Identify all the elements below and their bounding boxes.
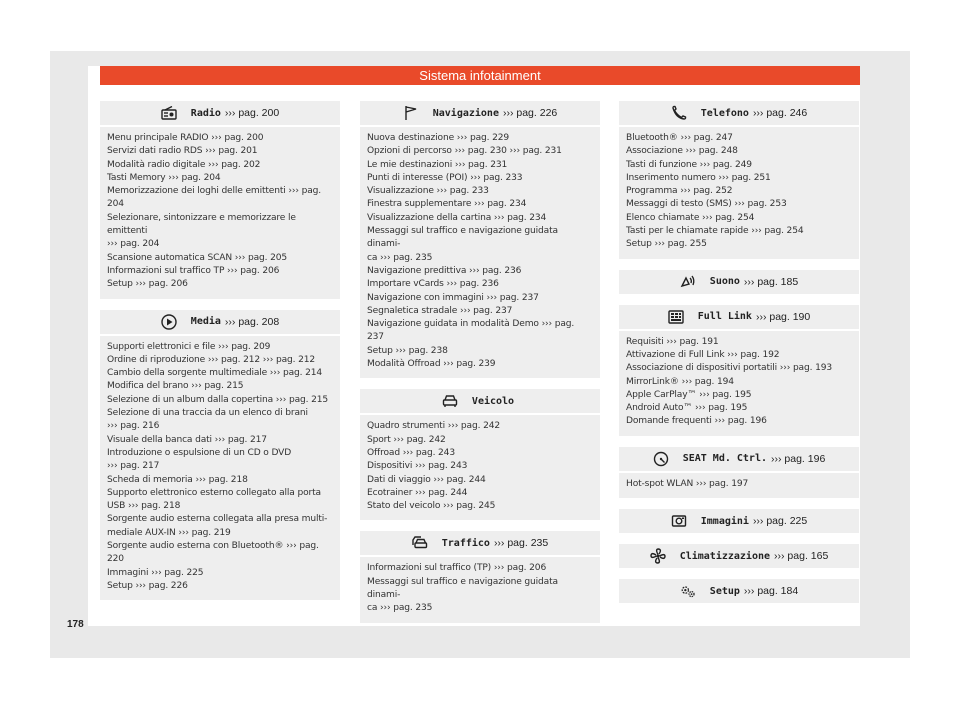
section-suono <box>619 270 859 294</box>
section-header <box>360 389 600 413</box>
section-ref: ››› pag. 226 <box>502 107 558 119</box>
section-ref: ››› pag. 225 <box>752 515 808 528</box>
section-ref: ››› pag. 196 <box>771 452 826 465</box>
image-icon <box>671 513 687 529</box>
section-header <box>619 305 859 329</box>
section-name: Immagini <box>700 515 749 527</box>
section-name: Setup <box>709 585 740 597</box>
section-name: Navigazione <box>432 107 499 119</box>
page-number: 178 <box>67 619 84 630</box>
section-name: Radio <box>190 107 221 119</box>
section-navigazione <box>360 101 600 378</box>
gear-icon <box>680 583 696 599</box>
section-ref: ››› pag. 200 <box>224 107 280 119</box>
section-ref: ››› pag. 165 <box>774 550 829 563</box>
section-items: Bluetooth® ››› pag. 247 Associazione ››› pag. 248 Tasti di funzione ››› pag. 249 Inserimento numero ››› pag. 251 Programma ››› pag. 252 Messaggi di testo (SMS) ››› pag. 253 Elenco chiamate ››› pag. 254 Tasti per le chiamate rapide ››› pag. 254 Setup ››› pag. 255 <box>626 133 804 250</box>
section-setup <box>619 579 859 603</box>
section-name: Veicolo <box>471 395 515 407</box>
section-header <box>360 101 600 125</box>
section-name: Suono <box>709 276 740 288</box>
section-ref: ››› pag. 246 <box>752 107 808 119</box>
section-radio <box>100 101 340 299</box>
column-1 <box>100 101 340 611</box>
play-icon <box>161 314 177 330</box>
gauge-icon <box>653 451 669 467</box>
section-header <box>360 531 600 555</box>
section-immagini <box>619 509 859 533</box>
section-media <box>100 310 340 601</box>
section-ref: ››› pag. 190 <box>755 310 811 323</box>
car-icon <box>442 393 458 409</box>
section-name: Telefono <box>700 107 749 119</box>
section-ref: ››› pag. 185 <box>743 275 799 288</box>
section-banner: Sistema infotainment <box>100 66 860 85</box>
section-full-link <box>619 305 859 436</box>
section-veicolo <box>360 389 600 520</box>
section-header <box>100 101 340 125</box>
section-items: Menu principale RADIO ››› pag. 200 Servizi dati radio RDS ››› pag. 201 Modalità radio digitale ››› pag. 202 Tasti Memory ››› pag. 204 Memorizzazione dei loghi delle emittenti ››› pag. 204 Selezionare, sintonizzare e memorizzare le emittenti ››› pag. 204 Scansione automatica SCAN ››› pag. 205 Informazioni sul traffico TP ››› pag. 206 Setup ››› pag. 206 <box>107 133 322 290</box>
section-header <box>619 270 859 294</box>
section-name: Climatizzazione <box>679 550 771 562</box>
section-name: Traffico <box>441 537 490 549</box>
section-name: SEAT Md. Ctrl. <box>682 453 767 465</box>
fan-icon <box>650 548 666 564</box>
flag-icon <box>403 105 419 121</box>
section-items: Supporti elettronici e file ››› pag. 209 Ordine di riproduzione ››› pag. 212 ››› pag. 212 Cambio della sorgente multimediale ››› pag. 214 Modifica del brano ››› pag. 215 Selezione di un album dalla copertina ››› pag. 215 Selezione di una traccia da un elenco di brani ››› pag. 216 Visuale della banca dati ››› pag. 217 Introduzione o espulsione di un CD o DVD ››› pag. 217 Scheda di memoria ››› pag. 218 Supporto elettronico esterno collegato alla porta USB ››› pag. 218 Sorgente audio esterna collegata alla presa multi- mediale AUX-IN ››› pag. 219 Sorgente audio esterna con Bluetooth® ››› pag. 220 Immagini ››› pag. 225 Setup ››› pag. 226 <box>107 341 328 591</box>
section-climatizzazione <box>619 544 859 568</box>
section-seat-md-ctrl <box>619 447 859 498</box>
radio-icon <box>161 105 177 121</box>
section-items: Informazioni sul traffico (TP) ››› pag. 206 Messaggi sul traffico e navigazione guidata dinami- ca ››› pag. 235 <box>367 563 558 614</box>
section-name: Media <box>190 316 221 328</box>
section-header <box>619 544 859 568</box>
section-ref: ››› pag. 184 <box>743 585 799 598</box>
section-name: Full Link <box>697 311 752 323</box>
section-header <box>619 101 859 125</box>
phone-icon <box>671 105 687 121</box>
section-header <box>619 579 859 603</box>
section-header <box>619 509 859 533</box>
section-header <box>619 447 859 471</box>
full-link-icon <box>668 309 684 325</box>
column-3 <box>619 101 859 614</box>
section-traffico <box>360 531 600 622</box>
section-items: Requisiti ››› pag. 191 Attivazione di Full Link ››› pag. 192 Associazione di dispositivi portatili ››› pag. 193 MirrorLink® ››› pag. 194 Apple CarPlay™ ››› pag. 195 Android Auto™ ››› pag. 195 Domande frequenti ››› pag. 196 <box>626 336 832 427</box>
section-items: Nuova destinazione ››› pag. 229 Opzioni di percorso ››› pag. 230 ››› pag. 231 Le mie destinazioni ››› pag. 231 Punti di interesse (POI) ››› pag. 233 Visualizzazione ››› pag. 233 Finestra supplementare ››› pag. 234 Visualizzazione della cartina ››› pag. 234 Messaggi sul traffico e navigazione guidata dinami- ca ››› pag. 235 Navigazione predittiva ››› pag. 236 Importare vCards ››› pag. 236 Navigazione con immagini ››› pag. 237 Segnaletica stradale ››› pag. 237 Navigazione guidata in modalità Demo ››› pag. 237 Setup ››› pag. 238 Modalità Offroad ››› pag. 239 <box>367 133 575 370</box>
traffic-icon <box>412 535 428 551</box>
section-items: Quadro strumenti ››› pag. 242 Sport ››› pag. 242 Offroad ››› pag. 243 Dispositivi ››› pag. 243 Dati di viaggio ››› pag. 244 Ecotrainer ››› pag. 244 Stato del veicolo ››› pag. 245 <box>367 421 500 512</box>
section-ref: ››› pag. 235 <box>493 537 549 550</box>
section-telefono <box>619 101 859 259</box>
column-2 <box>360 101 600 634</box>
section-ref: ››› pag. 208 <box>224 315 280 328</box>
section-header <box>100 310 340 334</box>
section-items: Hot-spot WLAN ››› pag. 197 <box>626 478 749 489</box>
sound-icon <box>680 274 696 290</box>
